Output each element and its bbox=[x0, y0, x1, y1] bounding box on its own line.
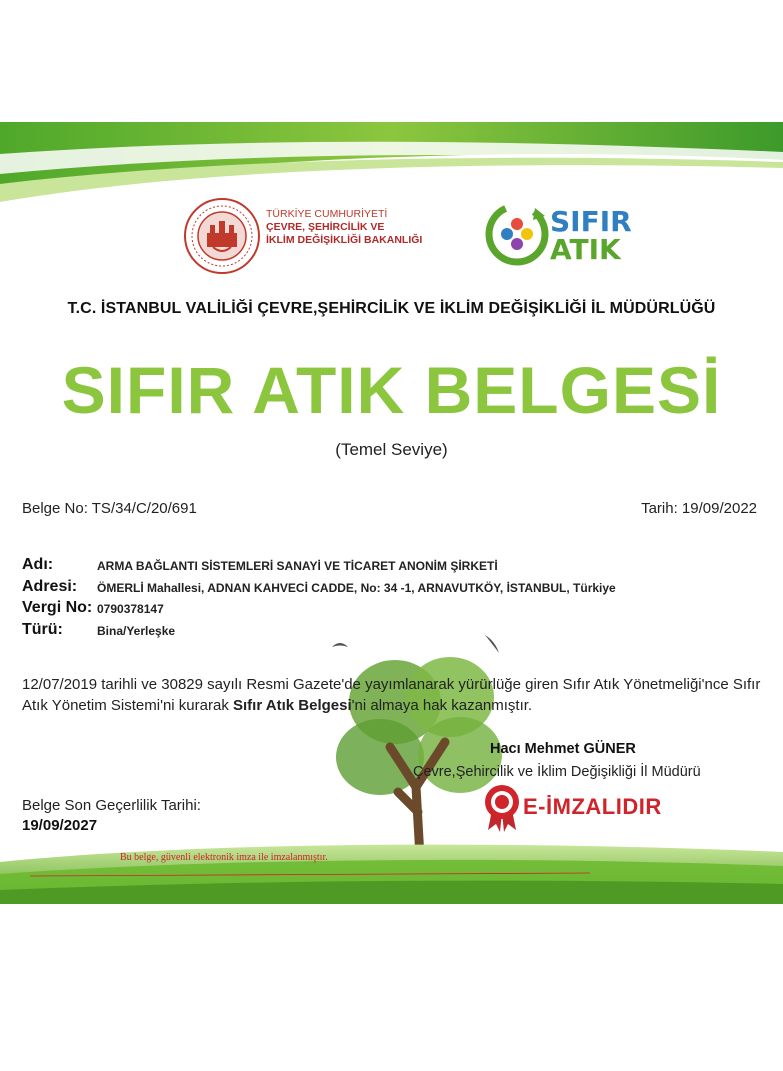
validity-date: 19/09/2027 bbox=[22, 817, 98, 834]
certificate-statement bbox=[22, 674, 762, 716]
top-green-band bbox=[0, 122, 783, 212]
ministry-emblem-icon bbox=[183, 197, 261, 275]
address-label: Adresi: bbox=[22, 578, 78, 595]
issuing-authority-headline: T.C. İSTANBUL VALİLİĞİ ÇEVRE,ŞEHİRCİLİK VE İKLİM DEĞİŞİKLİĞİ İL MÜDÜRLÜĞÜ bbox=[67, 300, 716, 317]
signer-name: Hacı Mehmet GÜNER bbox=[490, 741, 636, 757]
name-value: ARMA BAĞLANTI SİSTEMLERİ SANAYİ VE TİCARET ANONİM ŞİRKETİ bbox=[97, 559, 498, 573]
validity-label: Belge Son Geçerlilik Tarihi: bbox=[22, 797, 201, 814]
signer-title: Çevre,Şehircilik ve İklim Değişikliği İl Müdürü bbox=[413, 764, 701, 780]
bottom-grass-band bbox=[0, 822, 783, 904]
statement-part-1: 12/07/2019 tarihli ve 30829 sayılı Resmi Gazete'de yayımlanarak yürürlüğe giren Sıfır Atık Yönetmeliği'nce Sıfır Atık Yönetim Sistemi'ni kurarak bbox=[22, 676, 761, 714]
certificate bbox=[0, 122, 783, 904]
ministry-line-1: TÜRKİYE CUMHURİYETİ bbox=[266, 208, 388, 220]
statement-part-2: 'ni almaya hak kazanmıştır. bbox=[351, 697, 533, 714]
e-signature-stamp: E-İMZALIDIR bbox=[523, 794, 662, 819]
document-number: Belge No: TS/34/C/20/691 bbox=[22, 500, 197, 517]
type-label: Türü: bbox=[22, 621, 63, 638]
logo-line-1: SIFIR bbox=[550, 205, 632, 238]
type-value: Bina/Yerleşke bbox=[97, 624, 176, 638]
sifir-atik-logo-icon bbox=[485, 202, 549, 266]
ministry-line-2: ÇEVRE, ŞEHİRCİLİK VE bbox=[266, 221, 385, 233]
logo-line-2: ATIK bbox=[550, 233, 621, 266]
tax-number-value: 0790378147 bbox=[97, 602, 164, 616]
document-date: Tarih: 19/09/2022 bbox=[641, 500, 757, 517]
name-label: Adı: bbox=[22, 556, 54, 573]
e-signature-footnote: Bu belge, güvenli elektronik imza ile imzalanmıştır. bbox=[120, 852, 328, 863]
sifir-atik-logo-text bbox=[550, 205, 632, 266]
ministry-name bbox=[266, 208, 466, 247]
certificate-title: SIFIR ATIK BELGESİ bbox=[61, 353, 722, 427]
address-value: ÖMERLİ Mahallesi, ADNAN KAHVECİ CADDE, No: 34 -1, ARNAVUTKÖY, İSTANBUL, Türkiye bbox=[97, 581, 616, 595]
tax-number-label: Vergi No: bbox=[22, 599, 93, 616]
certificate-level: (Temel Seviye) bbox=[335, 440, 448, 459]
ministry-line-3: İKLİM DEĞİŞİKLİĞİ BAKANLIĞI bbox=[266, 234, 423, 246]
statement-bold: Sıfır Atık Belgesi bbox=[233, 697, 352, 714]
